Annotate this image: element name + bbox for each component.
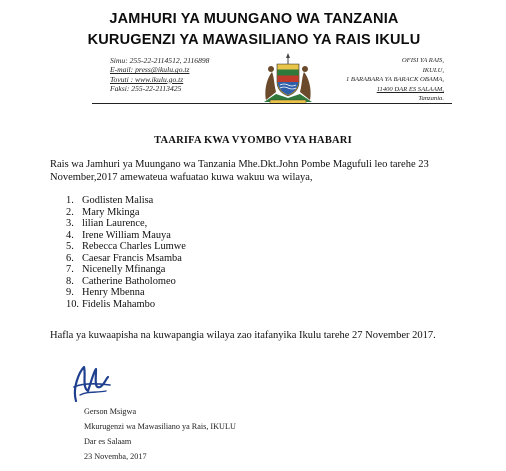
list-item: 7. Nicenelly Mfinanga: [66, 264, 166, 275]
signer-date: 23 Novemba, 2017: [84, 452, 147, 461]
list-item: 2. Mary Mkinga: [66, 206, 140, 218]
office-address-block: [346, 56, 444, 104]
appointee-name: Nicenelly Mfinanga: [82, 264, 166, 275]
appointee-name: Irene William Mauya: [82, 229, 171, 241]
contact-fax: Faksi: 255-22-2113425: [110, 84, 182, 94]
list-item: 5. Rebecca Charles Lumwe: [66, 241, 186, 252]
appointees-list: [66, 195, 186, 310]
appointee-name: Fidelis Mahambo: [82, 298, 156, 310]
contact-phone: Simu: 255-22-2114512, 2116898: [110, 56, 210, 65]
handwritten-signature: [66, 357, 114, 405]
address-line-2: IKULU,: [422, 66, 444, 74]
list-item: 9. Henry Mbenna: [66, 287, 145, 298]
list-item: 4. Irene William Mauya: [66, 229, 171, 241]
list-item: 3. lilian Laurence,: [66, 218, 148, 229]
header-divider: [92, 103, 452, 104]
header-title-republic: JAMHURI YA MUUNGANO WA TANZANIA: [109, 11, 399, 27]
intro-paragraph: Rais wa Jamhuri ya Muungano wa Tanzania Mhe.Dkt.John Pombe Magufuli leo tarehe 23 November,2017 amewateua wafuatao kuwa wakuu wa wilaya,: [50, 159, 429, 183]
address-line-3: 1 BARABARA YA BARACK OBAMA,: [345, 76, 444, 84]
appointee-name: Caesar Francis Msamba: [82, 252, 182, 264]
list-item: 1. Godlisten Malisa: [66, 195, 154, 206]
header-title-directorate: KURUGENZI YA MAWASILIANO YA RAIS IKULU: [87, 32, 421, 48]
appointee-name: Catherine Batholomeo: [82, 275, 176, 287]
address-line-1: OFISI YA RAIS,: [401, 57, 444, 64]
contact-email[interactable]: E-mail: press@ikulu.go.tz: [110, 65, 190, 75]
appointee-name: Mary Mkinga: [82, 206, 140, 218]
list-item: 8. Catherine Batholomeo: [66, 275, 176, 287]
document-heading: TAARIFA KWA VYOMBO VYA HABARI: [154, 135, 352, 146]
list-item: 10. Fidelis Mahambo: [66, 298, 156, 310]
tanzania-coat-of-arms-icon: [258, 52, 318, 104]
signature-block: [84, 404, 236, 464]
address-line-4: 11400 DAR ES SALAAM,: [376, 85, 444, 93]
closing-paragraph: Hafla ya kuwaapisha na kuwapangia wilaya zao itafanyika Ikulu tarehe 27 November 2017.: [50, 330, 436, 341]
signer-title: Mkurugenzi wa Mawasiliano ya Rais, IKULU: [84, 422, 236, 431]
signer-place: Dar es Salaam: [84, 437, 132, 446]
appointee-name: Henry Mbenna: [82, 287, 145, 298]
appointee-name: lilian Laurence,: [82, 218, 148, 229]
contact-block: [110, 56, 209, 94]
signer-name: Gerson Msigwa: [84, 407, 137, 416]
list-item: 6. Caesar Francis Msamba: [66, 252, 182, 264]
contact-website[interactable]: Tovuti : www.ikulu.go.tz: [110, 74, 184, 84]
appointee-name: Godlisten Malisa: [82, 195, 154, 206]
address-line-5: Tanzania.: [418, 95, 444, 103]
appointee-name: Rebecca Charles Lumwe: [82, 241, 186, 252]
